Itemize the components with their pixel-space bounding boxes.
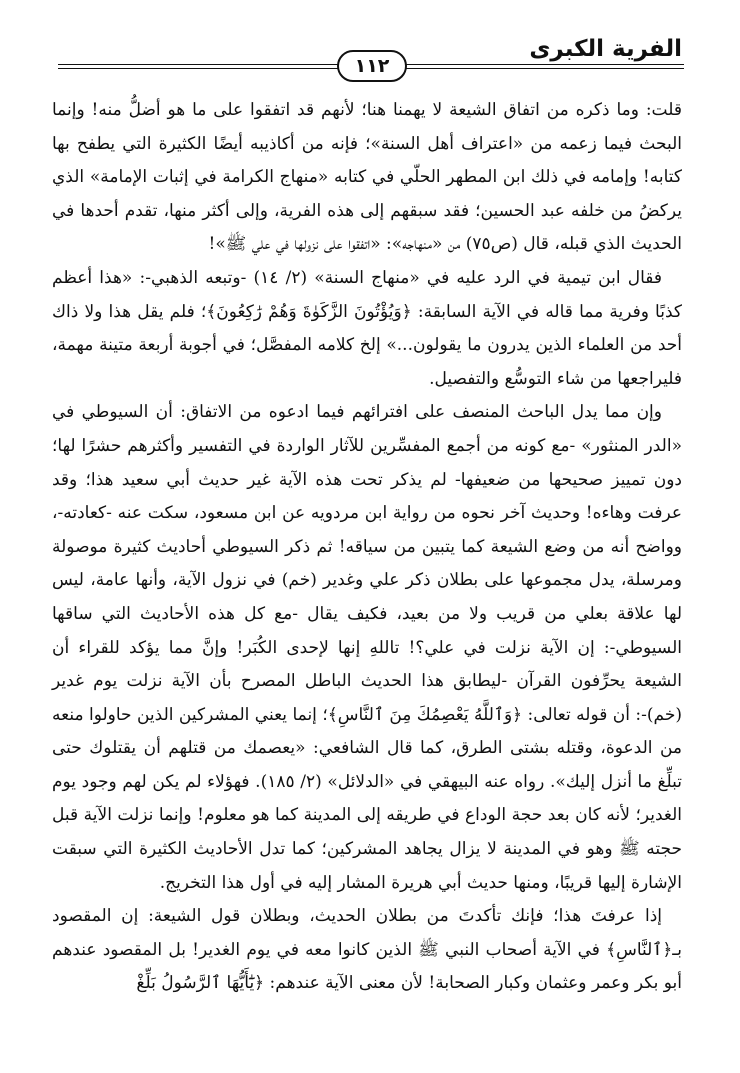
paragraph-1: قلت: وما ذكره من اتفاق الشيعة لا يهمنا هنا؛ لأنهم قد اتفقوا على ما هو أضلُّ منه! وإنما البحث فيما زعمه من «اعتراف أهل السنة»؛ فإنه من أكاذيبه أيضًا الكثيرة التي يطفح بها كتابه! وإمامه في ذلك ابن المطهر الحلّي في كتابه «منهاج الكرامة في إثبات الإمامة» الذي يركضُ من خلفه عبد الحسين؛ فقد سبقهم إلى هذه الفرية، وإلى أكثر منها، تقدم أحدها في الحديث الذي قبله، قال (ص٧٥) من «منهاجه»: «اتفقوا على نزولها في علي ﷺ»!	[52, 100, 682, 255]
paragraph-3: وإن مما يدل الباحث المنصف على افترائهم فيما ادعوه من الاتفاق: أن السيوطي في «الدر المنثور» -مع كونه من أجمع المفسِّرين للآثار الواردة في التفسير وأكثرهم حشرًا لها؛ دون تمييز صحيحها من ضعيفها- لم يذكر تحت هذه الآية غير حديث أبي سعيد هذا؛ وقد عرفت وهاءه! وحديث آخر نحوه من رواية ابن مردويه عن ابن مسعود، سكت عنه -كعادته-، وواضح أنه من وضع الشيعة كما يتبين من سياقه! ثم ذكر السيوطي أحاديث كثيرة موصولة ومرسلة، يدل مجموعها على بطلان ذكر علي وغدير (خم) في نزول الآية، وأنها عامة، ليس لها علاقة بعلي من قريب ولا من بعيد، فكيف يقال -مع كل هذه الأحاديث التي ساقها السيوطي-: إن الآية نزلت في علي؟! تاللهِ إنها لإحدى الكُبَر! وإنَّ مما يؤكد للقراء أن الشيعة يحرِّفون القرآن -ليطابق هذا الحديث الباطل المصرح بأن الآية نزلت يوم غدير (خم)-: أن قوله تعالى: ﴿وَٱللَّهُ يَعْصِمُكَ مِنَ ٱلنَّاسِ﴾؛ إنما يعني المشركين الذين حاولوا منعه من الدعوة، وقتله بشتى الطرق، كما قال الشافعي: «يعصمك من قتلهم أن يقتلوك حتى تبلِّغ ما أنزل إليك». رواه عنه البيهقي في «الدلائل» (٢/ ١٨٥). فهؤلاء لم يكن لهم وجود يوم الغدير؛ لأنه كان بعد حجة الوداع في طريقه إلى المدينة كما هو معلوم! وإنما نزلت الآية قبل حجته ﷺ وهو في المدينة لا يزال يجاهد المشركين؛ كما تدل الأحاديث الكثيرة التي سبقت الإشارة إليها قريبًا، ومنها حديث أبي هريرة المشار إليه في أول هذا التخريج.	[52, 402, 683, 893]
page-number: ١١٢	[337, 50, 407, 82]
running-head: الفرية الكبرى	[529, 36, 682, 62]
body-text	[52, 94, 682, 1001]
paragraph-2: فقال ابن تيمية في الرد عليه في «منهاج السنة» (٢/ ١٤) -وتبعه الذهبي-: «هذا أعظم كذبًا وفرية مما قاله في الآية السابقة: ﴿وَيُؤْتُونَ الزَّكَوٰةَ وَهُمْ رَٰكِعُونَ﴾؛ فلم يقل هذا ولا ذاك أحد من العلماء الذين يدرون ما يقولون...» إلخ كلامه المفصَّل؛ في أجوبة أربعة متينة مهمة، فليراجعها من شاء التوسُّع والتفصيل.	[52, 267, 682, 389]
paragraph-4: إذا عرفتَ هذا؛ فإنك تأكدتَ من بطلان الحديث، وبطلان قول الشيعة: إن المقصود بـ﴿ٱلنَّاسِ﴾ في الآية أصحاب النبي ﷺ الذين كانوا معه في يوم الغدير! بل المقصود عندهم أبو بكر وعمر وعثمان وكبار الصحابة! لأن معنى الآية عندهم: ﴿يَٰٓأَيُّهَا ٱلرَّسُولُ بَلِّغْ	[52, 906, 682, 994]
